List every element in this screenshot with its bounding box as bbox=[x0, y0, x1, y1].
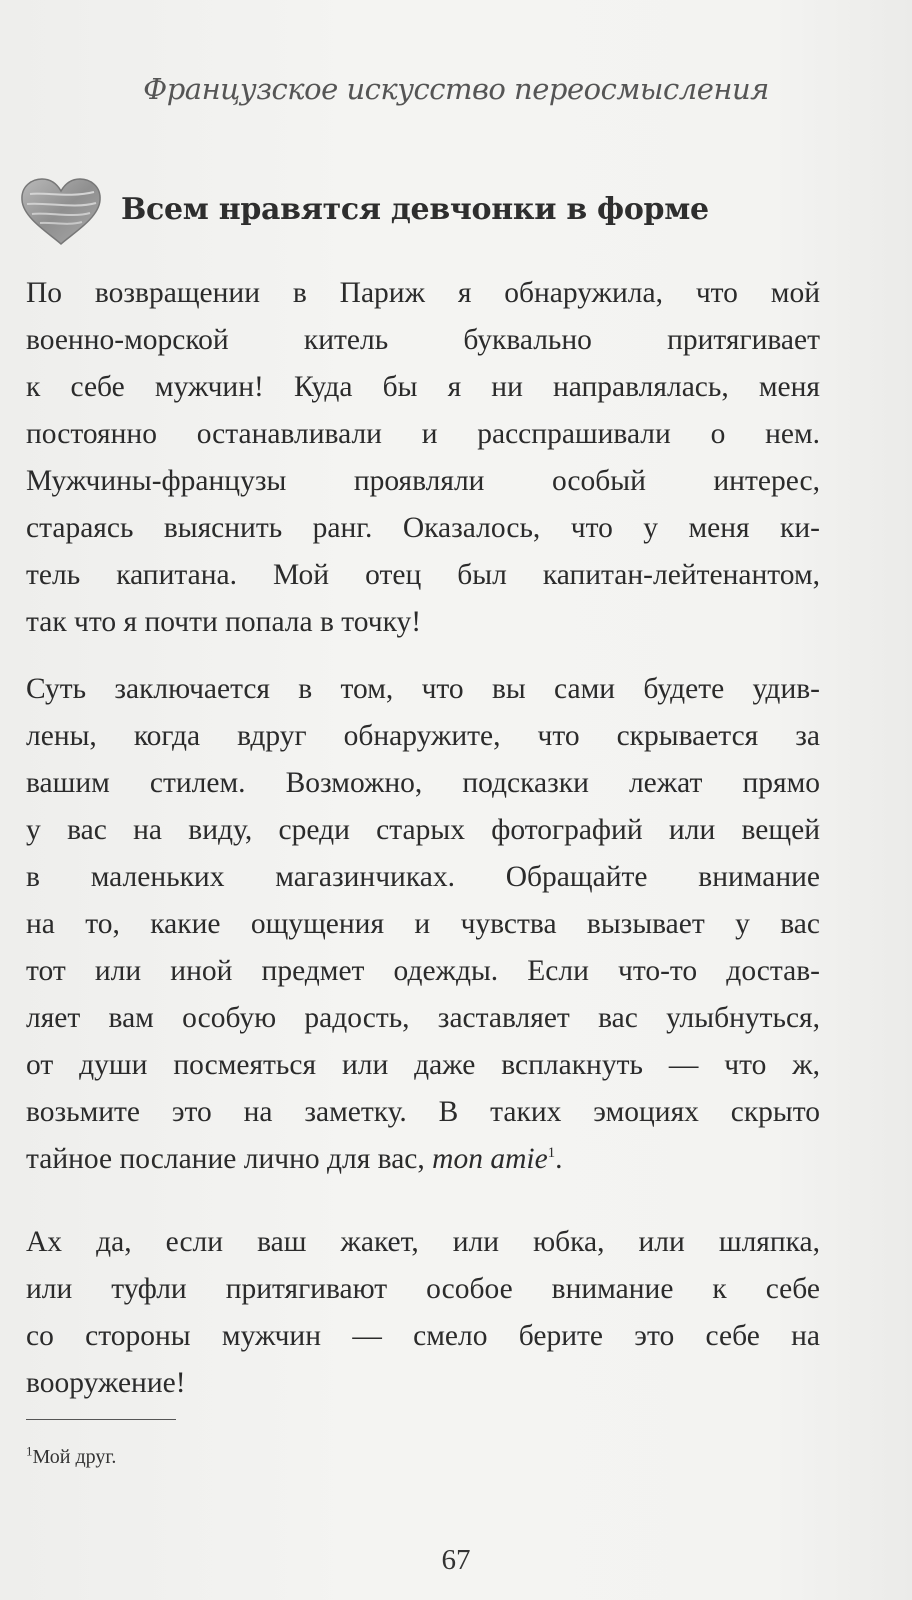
footnote bbox=[26, 1443, 117, 1469]
text-line-with-footnote: тайное послание лично для вас, mon amie$^1$. bbox=[26, 1143, 563, 1175]
text-line: возьмите это на заметку. В таких эмоциях скрыто bbox=[26, 1096, 820, 1128]
footnote-divider bbox=[26, 1419, 176, 1420]
text-line: вашим стилем. Возможно, подсказки лежат прямо bbox=[26, 767, 820, 799]
text-line: на то, какие ощущения и чувства вызывает у вас bbox=[26, 908, 820, 940]
text-line: или туфли притягивают особое внимание к себе bbox=[26, 1273, 820, 1305]
footnote-reference[interactable]: 1 bbox=[547, 1145, 556, 1162]
text-line: По возвращении в Париж я обнаружила, что мой bbox=[26, 277, 820, 309]
text-line: ляет вам особую радость, заставляет вас улыбнуться, bbox=[26, 1002, 820, 1034]
text-fragment: тайное послание лично для вас, bbox=[26, 1143, 433, 1175]
section-heading bbox=[20, 178, 880, 248]
paragraph-1 bbox=[26, 270, 820, 646]
section-title: Всем нравятся девчонки в форме bbox=[121, 192, 709, 227]
paragraph-2 bbox=[26, 666, 820, 1183]
text-line: Мужчины-французы проявляли особый интерес, bbox=[26, 465, 820, 497]
running-head: Французское искусство переосмысления bbox=[143, 72, 769, 106]
text-line: тот или иной предмет одежды. Если что-то достав- bbox=[26, 955, 820, 987]
text-line: постоянно останавливали и расспрашивали о нем. bbox=[26, 418, 820, 450]
text-line: в маленьких магазинчиках. Обращайте внимание bbox=[26, 861, 820, 893]
text-line: лены, когда вдруг обнаружите, что скрывается за bbox=[26, 720, 820, 752]
italic-phrase: mon amie bbox=[432, 1143, 548, 1175]
text-line: тель капитана. Мой отец был капитан-лейтенантом, bbox=[26, 559, 820, 591]
paragraph-3 bbox=[26, 1219, 820, 1407]
text-line: от души посмеяться или даже всплакнуть — что ж, bbox=[26, 1049, 820, 1081]
text-line: военно-морской китель буквально притягивает bbox=[26, 324, 820, 356]
text-line: так что я почти попала в точку! bbox=[26, 606, 422, 638]
footnote-text: Мой друг. bbox=[32, 1446, 117, 1468]
text-line: к себе мужчин! Куда бы я ни направлялась, меня bbox=[26, 371, 820, 403]
text-line: Суть заключается в том, что вы сами будете удив- bbox=[26, 673, 820, 705]
page-number: 67 bbox=[441, 1544, 471, 1576]
text-line: стараясь выяснить ранг. Оказалось, что у меня ки- bbox=[26, 512, 820, 544]
text-line: со стороны мужчин — смело берите это себе на bbox=[26, 1320, 820, 1352]
text-line: у вас на виду, среди старых фотографий или вещей bbox=[26, 814, 820, 846]
heart-icon bbox=[20, 178, 102, 246]
text-line: вооружение! bbox=[26, 1367, 186, 1399]
footnote-mark: 1 bbox=[26, 1443, 33, 1459]
text-line: Ах да, если ваш жакет, или юбка, или шляпка, bbox=[26, 1226, 820, 1258]
